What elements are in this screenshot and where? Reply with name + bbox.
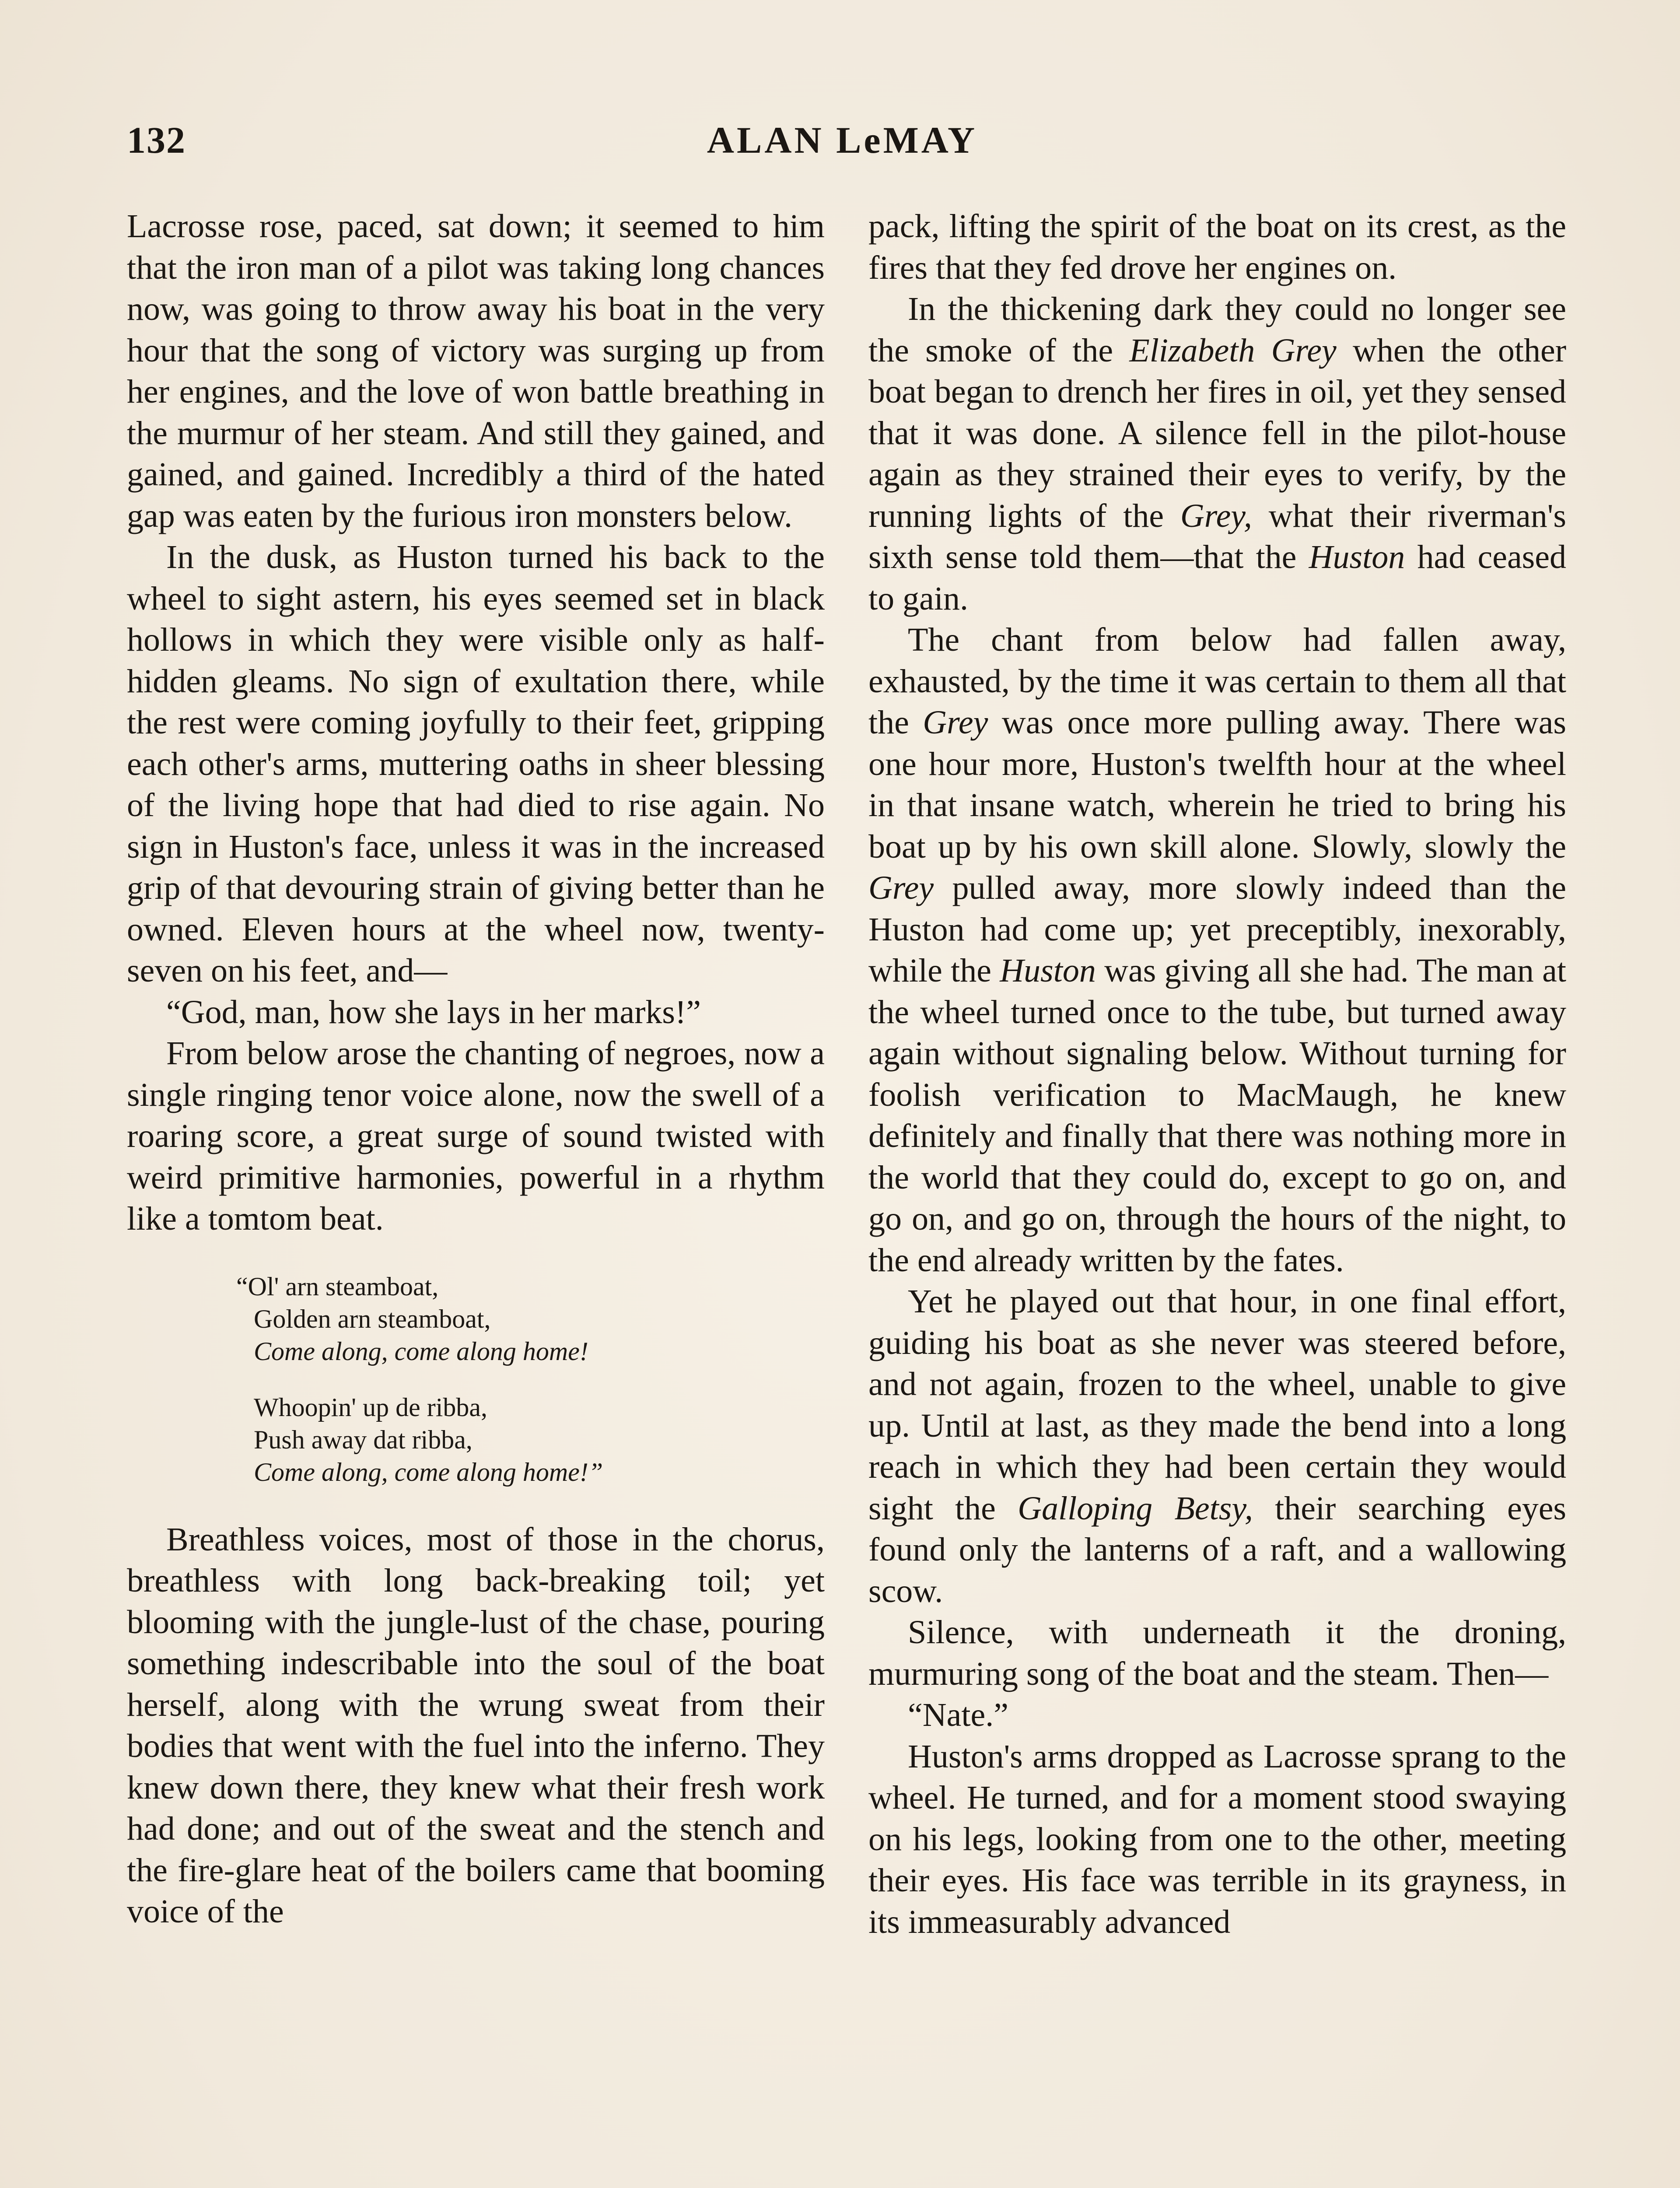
text-run: when the other boat began to drench her fires in oil, yet they sensed that it was done. A silence fell in the pilot-house again as they strained their eyes to verify, by the running lights of the xyxy=(868,332,1566,534)
text-run: their searching eyes found only the lanterns of a raft, and a wallowing scow. xyxy=(868,1490,1566,1609)
text-run: what their riverman's sixth sense told them—that the xyxy=(868,497,1566,575)
paragraph: In the dusk, as Huston turned his back to the wheel to sight astern, his eyes seemed set in black hollows in which they were visible only as half-hidden gleams. No sign of exultation there, while the rest were coming joyfully to their feet, gripping each other's arms, muttering oaths in sheer blessing of the living hope that had died to rise again. No sign in Huston's face, unless it was in the increased grip of that devouring strain of giving better than he owned. Eleven hours at the wheel now, twenty-seven on his feet, and— xyxy=(127,539,825,989)
text-columns xyxy=(127,206,1566,2188)
italic-run: Grey xyxy=(923,704,988,741)
paragraph: pack, lifting the spirit of the boat on its crest, as the fires that they fed drove her engines on. xyxy=(868,208,1566,286)
verse-line: Golden arn steamboat, xyxy=(254,1304,491,1333)
paragraph xyxy=(868,288,1566,619)
italic-run: Huston xyxy=(1309,539,1405,575)
right-column xyxy=(868,206,1566,2188)
italic-run: Huston xyxy=(1000,952,1096,989)
paragraph: Lacrosse rose, paced, sat down; it seemed to him that the iron man of a pilot was taking long chances now, was going to throw away his boat in the very hour that the song of victory was surging up from her engines, and the love of won battle breathing in the murmur of her steam. And still they gained, and gained, and gained. Incredibly a third of the hated gap was eaten by the furious iron monsters below. xyxy=(127,208,825,534)
italic-run: Grey xyxy=(868,870,934,906)
page-number: 132 xyxy=(127,119,186,161)
paragraph: “Nate.” xyxy=(908,1697,1008,1733)
paragraph: Huston's arms dropped as Lacrosse sprang to the wheel. He turned, and for a moment stood swaying on his legs, looking from one to the other, meeting their eyes. His face was terrible in its grayness, in its immeasurably advanced xyxy=(868,1738,1566,1940)
verse-stanza xyxy=(236,1270,825,1368)
italic-run: Galloping Betsy, xyxy=(1018,1490,1253,1527)
text-run: was giving all she had. The man at the wheel turned once to the tube, but turned away again without signaling below. Without turning for foolish verification to MacMaugh, he knew definitely and finally that there was nothing more in the world that they could do, except to go on, and go on, and go on, through the hours of the night, to the end already written by the fates. xyxy=(868,952,1566,1279)
paragraph: From below arose the chanting of negroes, now a single ringing tenor voice alone, now the swell of a roaring score, a great surge of sound twisted with weird primitive harmonies, powerful in a rhythm like a tomtom beat. xyxy=(127,1035,825,1237)
verse-line: Whoopin' up de ribba, xyxy=(254,1392,488,1422)
text-run: Yet he played out that hour, in one final effort, guiding his boat as she never was steered before, and not again, frozen to the wheel, unable to give up. Until at last, as they made the bend into a long reach in which they had been certain they would sight the xyxy=(868,1283,1566,1527)
text-run: In the thickening dark they could no longer see the smoke of the xyxy=(868,291,1566,369)
verse-line: “Ol' arn steamboat, xyxy=(236,1272,439,1301)
text-run: was once more pulling away. There was one hour more, Huston's twelfth hour at the wheel in that insane watch, wherein he tried to bring his boat up by his own skill alone. Slowly, slowly the xyxy=(868,704,1566,865)
verse-line: Come along, come along home!” xyxy=(254,1457,603,1487)
verse-stanza xyxy=(236,1391,825,1488)
left-column xyxy=(127,206,825,2188)
text-run: The chant from below had fallen away, exhausted, by the time it was certain to them all that the xyxy=(868,621,1566,741)
paragraph xyxy=(868,1281,1566,1612)
italic-run: Grey, xyxy=(1180,497,1252,534)
paragraph: Breathless voices, most of those in the chorus, breathless with long back-breaking toil; yet blooming with the jungle-lust of the chase, pouring something indescribable into the soul of the boat herself, along with the wrung sweat from their bodies that went with the fuel into the inferno. They knew down there, they knew what their fresh work had done; and out of the sweat and the stench and the fire-glare heat of the boilers came that booming voice of the xyxy=(127,1521,825,1930)
text-run: pulled away, more slowly indeed than the Huston had come up; yet preceptibly, inexorably, while the xyxy=(868,870,1566,989)
paragraph xyxy=(868,619,1566,1281)
paragraph: Silence, with underneath it the droning, murmuring song of the boat and the steam. Then— xyxy=(868,1614,1566,1692)
verse-line: Come along, come along home! xyxy=(254,1336,588,1366)
page-header xyxy=(127,118,1558,179)
italic-run: Elizabeth Grey xyxy=(1129,332,1337,369)
verse-line: Push away dat ribba, xyxy=(254,1425,472,1454)
paragraph: “God, man, how she lays in her marks!” xyxy=(166,993,701,1031)
text-run: had ceased to gain. xyxy=(868,539,1566,617)
running-head: ALAN LeMAY xyxy=(707,119,978,161)
song-verse xyxy=(236,1270,825,1488)
